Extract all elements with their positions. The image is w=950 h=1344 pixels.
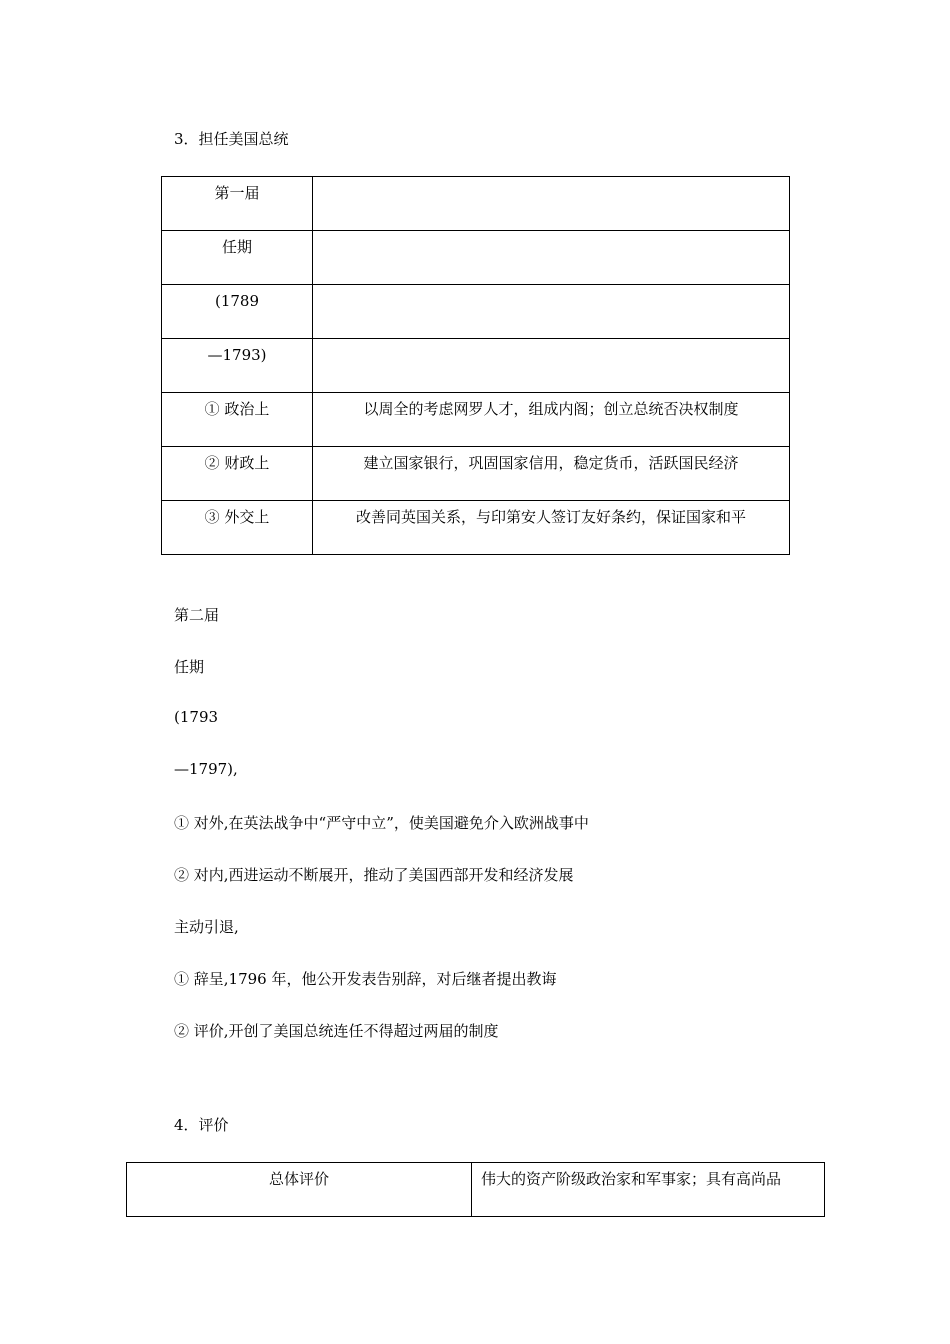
second-term-line: ① 辞呈,1796 年，他公开发表告别辞，对后继者提出教诲 [174, 970, 557, 988]
table-row [162, 231, 790, 285]
second-term-line: ① 对外,在英法战争中“严守中立”，使美国避免介入欧洲战事中 [174, 814, 589, 832]
first-term-table [161, 176, 790, 555]
row-content [313, 231, 789, 237]
table-row [162, 501, 790, 555]
row-content [313, 339, 789, 345]
row-content [313, 285, 789, 291]
second-term-line: 主动引退, [174, 918, 239, 936]
row-label: ① 政治上 [204, 400, 270, 418]
section-4-heading: 4．评价 [174, 1116, 229, 1134]
second-term-line: ② 评价,开创了美国总统连任不得超过两届的制度 [174, 1022, 499, 1040]
section-3-heading: 3．担任美国总统 [174, 130, 289, 148]
evaluation-label: 总体评价 [268, 1170, 329, 1188]
table-row [127, 1163, 825, 1217]
row-label: 第一届 [214, 184, 260, 202]
second-term-line: ② 对内,西进运动不断展开，推动了美国西部开发和经济发展 [174, 866, 574, 884]
table-row [162, 393, 790, 447]
second-term-line: 任期 [174, 658, 205, 676]
table-row [162, 339, 790, 393]
row-content: 建立国家银行，巩固国家信用，稳定货币，活跃国民经济 [363, 454, 739, 472]
row-content: 改善同英国关系，与印第安人签订友好条约，保证国家和平 [355, 508, 746, 526]
row-label: (1789 [214, 292, 260, 310]
evaluation-table [126, 1162, 825, 1217]
second-term-line: —1797), [174, 760, 238, 778]
second-term-line: 第二届 [174, 606, 220, 624]
row-label: ③ 外交上 [204, 508, 270, 526]
table-row [162, 447, 790, 501]
table-row [162, 285, 790, 339]
row-label: ② 财政上 [204, 454, 270, 472]
second-term-line: (1793 [174, 708, 219, 726]
row-label: —1793) [207, 346, 267, 364]
row-content: 以周全的考虑网罗人才，组成内阁；创立总统否决权制度 [363, 400, 739, 418]
row-content [313, 177, 789, 183]
evaluation-content: 伟大的资产阶级政治家和军事家；具有高尚品 [481, 1170, 782, 1188]
table-row [162, 177, 790, 231]
row-label: 任期 [221, 238, 252, 256]
